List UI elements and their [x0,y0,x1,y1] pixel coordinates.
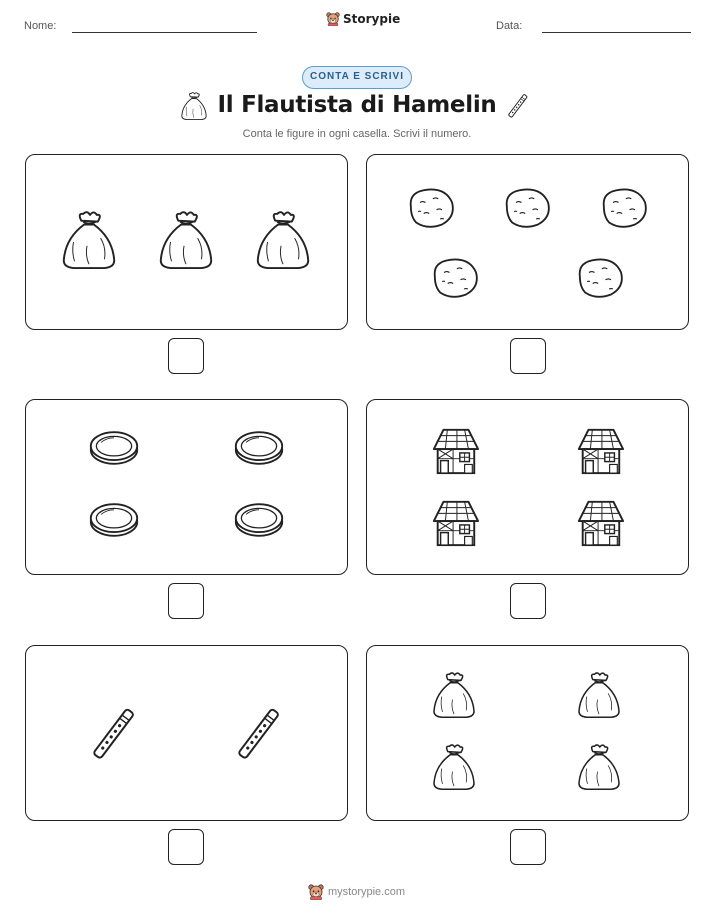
flute-icon [84,702,144,766]
sack-icon [60,209,118,271]
bread-icon [574,256,626,300]
sack-icon [431,670,477,720]
answer-box-3[interactable] [168,583,204,619]
flute-icon [504,90,532,122]
count-card-4 [366,399,689,575]
sack-icon [254,209,312,271]
count-card-1 [25,154,348,330]
house-icon [573,426,627,476]
date-field[interactable] [542,32,691,33]
bread-icon [429,256,481,300]
sack-icon [431,742,477,792]
answer-box-1[interactable] [168,338,204,374]
answer-box-6[interactable] [510,829,546,865]
name-label: Nome: [24,20,57,32]
sack-icon [576,670,622,720]
activity-badge: CONTA E SCRIVI [302,66,412,89]
count-card-3 [25,399,348,575]
coin-icon [88,429,140,467]
storypie-bear-logo-icon [308,884,324,900]
sack-icon [576,742,622,792]
count-card-6 [366,645,689,821]
bread-icon [501,186,553,230]
bread-icon [598,186,650,230]
house-icon [573,498,627,548]
count-card-5 [25,645,348,821]
brand-name: Storypie [343,12,401,26]
house-icon [428,498,482,548]
coin-icon [233,501,285,539]
answer-box-4[interactable] [510,583,546,619]
coin-icon [233,429,285,467]
instructions: Conta le figure in ogni casella. Scrivi il numero. [242,128,472,140]
count-card-2 [366,154,689,330]
footer [308,884,405,900]
bread-icon [405,186,457,230]
storypie-bear-logo-icon [326,12,340,26]
sack-icon [157,209,215,271]
house-icon [428,426,482,476]
brand-logo [326,12,400,26]
page-title: Il Flautista di Hamelin [217,92,497,118]
date-label: Data: [496,20,523,32]
answer-box-2[interactable] [510,338,546,374]
name-field[interactable] [72,32,257,33]
footer-url[interactable]: mystorypie.com [328,886,406,898]
answer-box-5[interactable] [168,829,204,865]
coin-icon [88,501,140,539]
flute-icon [229,702,289,766]
